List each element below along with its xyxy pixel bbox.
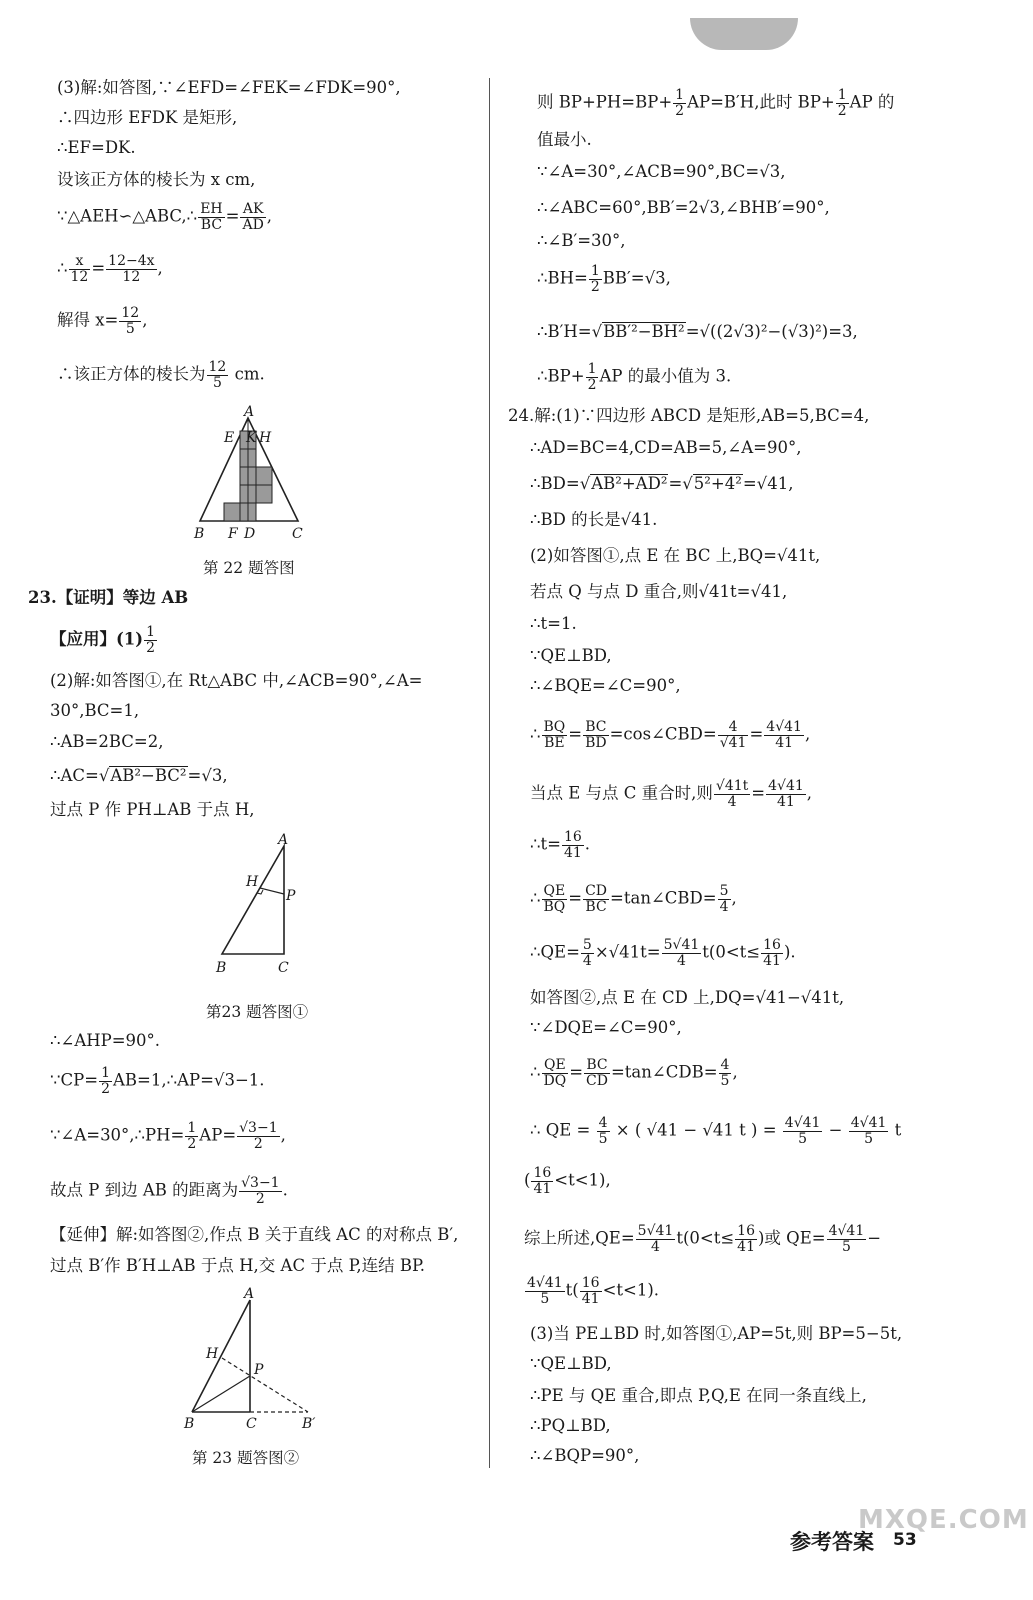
text-line (537, 362, 731, 392)
fraction (783, 1116, 823, 1146)
den: 5 (212, 374, 222, 391)
text: = (568, 724, 583, 744)
text: ). (783, 942, 796, 962)
fraction (718, 720, 749, 750)
den: 2 (187, 1135, 197, 1152)
fraction (207, 360, 229, 390)
text-line: 设该正方体的棱长为 x cm, (57, 170, 256, 189)
text-line: 如答图②,点 E 在 CD 上,DQ=√41−√41t, (530, 988, 845, 1007)
num: 1 (590, 263, 600, 279)
fraction (735, 1224, 757, 1254)
text-line: ∵QE⊥BD, (530, 646, 612, 665)
num: 4 (598, 1115, 608, 1131)
text-line: ∵QE⊥BD, (530, 1354, 612, 1373)
text-line: ∴PE 与 QE 重合,即点 P,Q,E 在同一条直线上, (530, 1386, 867, 1405)
label-a: A (244, 1286, 255, 1302)
figure-23-1 (208, 832, 308, 977)
fraction (185, 1121, 198, 1151)
fraction (99, 1066, 112, 1096)
label-b: B (194, 526, 205, 542)
den: 2 (101, 1080, 110, 1097)
text: cm. (229, 364, 265, 384)
text: ∴t= (530, 834, 561, 854)
den: 2 (837, 102, 847, 119)
text-line: (2)解:如答图①,在 Rt△ABC 中,∠ACB=90°,∠A= (50, 671, 423, 690)
fraction (583, 720, 609, 750)
page-number: 53 (893, 1530, 917, 1550)
fraction (636, 1224, 676, 1254)
text: ( (524, 1170, 531, 1190)
text: =cos∠CBD= (609, 724, 717, 744)
text-line (537, 264, 671, 294)
text: t (889, 1120, 902, 1140)
text-line (530, 1116, 901, 1146)
den: BQ (543, 898, 566, 915)
fraction (542, 1058, 569, 1088)
den: 5 (125, 320, 135, 337)
text: = (225, 206, 240, 226)
text: , (142, 310, 148, 330)
text: , (731, 888, 737, 908)
text: AP= (199, 1125, 237, 1145)
text: =√3, (187, 766, 228, 785)
text-line (50, 625, 158, 655)
text: ∵△AEH∽△ABC,∴ (57, 206, 198, 226)
text: , (157, 258, 163, 278)
text-line: ∴四边形 EFDK 是矩形, (57, 108, 238, 127)
fraction (542, 884, 568, 914)
segment-ab (192, 1300, 250, 1412)
num: 5 (719, 883, 729, 899)
den: 4 (676, 952, 686, 969)
num: 4 (718, 720, 749, 736)
den: 2 (146, 639, 156, 656)
label-p: P (286, 888, 296, 904)
text: ∴QE= (530, 942, 580, 962)
radicand: AB²−BC² (110, 766, 187, 785)
den: 4 (651, 1238, 660, 1255)
fraction (827, 1224, 867, 1254)
fraction (849, 1116, 889, 1146)
text: = (749, 724, 764, 744)
text-line: ∴EF=DK. (57, 138, 136, 157)
den: 41 (737, 1238, 755, 1255)
text-line (57, 254, 163, 284)
text: = (751, 783, 766, 803)
text: ∵∠A=30°,∴PH= (50, 1125, 185, 1145)
watermark: MXQE.COM (858, 1505, 1029, 1535)
text-line: 过点 P 作 PH⊥AB 于点 H, (50, 800, 255, 819)
text: 解得 x= (57, 310, 119, 330)
text: t( (565, 1280, 579, 1300)
text-line (530, 884, 737, 914)
den: AD (242, 216, 264, 233)
text: ∴ (530, 1062, 541, 1082)
text-line: ∴∠AHP=90°. (50, 1031, 161, 1050)
text-line: (3)解:如答图,∵∠EFD=∠FEK=∠FDK=90°, (57, 78, 401, 97)
den: BE (544, 734, 565, 751)
text: ∴BP+ (537, 366, 585, 386)
fraction (589, 264, 602, 294)
label-h: H (246, 874, 259, 890)
text-line: ∴∠ABC=60°,BB′=2√3,∠BHB′=90°, (537, 198, 830, 217)
text: = (91, 258, 106, 278)
text-line: ∵∠DQE=∠C=90°, (530, 1018, 682, 1037)
den: 2 (253, 1135, 263, 1152)
fraction (119, 306, 141, 336)
fraction (597, 1116, 610, 1146)
fraction (718, 884, 731, 914)
den: 5 (598, 1130, 608, 1147)
num: 1 (837, 87, 847, 103)
label-c: C (292, 526, 303, 542)
text: ∴BD= (530, 474, 580, 493)
den: DQ (543, 1072, 567, 1089)
num: 12 (121, 305, 140, 321)
fraction (764, 720, 804, 750)
den: 41 (581, 1290, 600, 1307)
num: 16 (533, 1165, 552, 1181)
num: 4√41 (527, 1275, 563, 1291)
label-e: E (224, 430, 235, 446)
num: √3−1 (239, 1120, 278, 1136)
figure-22-caption: 第 22 题答图 (203, 559, 295, 577)
fraction (531, 1166, 553, 1196)
label-b: B (184, 1416, 195, 1432)
fraction (239, 1176, 281, 1206)
text-line (530, 720, 810, 750)
num: 16 (763, 937, 781, 953)
text: ∴ QE = (530, 1120, 596, 1140)
text-line: ∴∠B′=30°, (537, 231, 626, 250)
num: 16 (581, 1275, 600, 1291)
figure-22 (190, 402, 310, 547)
fraction (581, 938, 594, 968)
num: 1 (101, 1065, 110, 1081)
figure-23-2 (176, 1286, 326, 1434)
figure-23-1-caption: 第23 题答图① (206, 1003, 309, 1021)
den: 12 (122, 268, 141, 285)
fraction (761, 938, 783, 968)
den: 2 (255, 1190, 265, 1207)
text: 故点 P 到边 AB 的距离为 (50, 1180, 239, 1200)
text-line: ∴AB=2BC=2, (50, 732, 164, 751)
text: 当点 E 与点 C 重合时,则 (530, 783, 713, 803)
text: − (823, 1120, 848, 1140)
den: BC (200, 216, 223, 233)
fraction (836, 88, 849, 118)
label-h: H (259, 430, 272, 446)
text-line (57, 202, 272, 232)
column-divider (489, 78, 490, 1468)
num: 4√41 (784, 1115, 821, 1131)
num: 4√41 (828, 1223, 865, 1239)
text: . (282, 1180, 288, 1200)
fraction (106, 254, 156, 284)
text-line: ∴∠BQE=∠C=90°, (530, 676, 681, 695)
text-line: ∵∠A=30°,∠ACB=90°,BC=√3, (537, 162, 786, 181)
text: AP 的 (849, 92, 895, 112)
top-decoration (690, 18, 798, 50)
fraction (584, 1058, 610, 1088)
text-line (530, 938, 796, 968)
fraction (542, 720, 568, 750)
num: √41t (715, 778, 749, 794)
text: × ( √41 − √41 t ) = (610, 1120, 782, 1140)
text-line: 24.解:(1)∵四边形 ABCD 是矩形,AB=5,BC=4, (508, 406, 870, 425)
text-line: (3)当 PE⊥BD 时,如答图①,AP=5t,则 BP=5−5t, (530, 1324, 903, 1343)
num: 16 (737, 1223, 755, 1239)
num: EH (200, 201, 223, 217)
num: 12 (208, 359, 227, 375)
text: 则 BP+PH=BP+ (537, 92, 673, 112)
text-line: 过点 B′作 B′H⊥AB 于点 H,交 AC 于点 P,连结 BP. (50, 1256, 425, 1275)
fraction (144, 625, 157, 655)
fraction (240, 202, 265, 232)
text: =tan∠CDB= (610, 1062, 718, 1082)
text: =√((2√3)²−(√3)²)=3, (685, 322, 858, 341)
sqrt: √AB²−BC² (98, 766, 187, 785)
text: ∴ (530, 724, 541, 744)
text: t(0<t≤ (676, 1228, 735, 1248)
text-line (524, 1276, 659, 1306)
num: QE (542, 884, 568, 900)
den: 4 (582, 952, 592, 969)
num: BQ (543, 719, 566, 735)
fraction (714, 779, 750, 809)
label-d: D (244, 526, 256, 542)
text: <t<1), (554, 1170, 611, 1190)
square (224, 503, 240, 521)
num: 12−4x (108, 253, 155, 269)
text-line: ∴AD=BC=4,CD=AB=5,∠A=90°, (530, 438, 802, 457)
sqrt: √5²+4² (682, 474, 742, 493)
text: AP=B′H,此时 BP+ (687, 92, 835, 112)
label-h: H (206, 1346, 219, 1362)
den: BC (585, 898, 607, 915)
fraction (586, 362, 599, 392)
den: 41 (763, 952, 781, 969)
den: 5 (798, 1130, 808, 1147)
text: =tan∠CBD= (610, 888, 717, 908)
fraction (583, 884, 609, 914)
text: ∴ (57, 258, 68, 278)
text-line (530, 779, 812, 809)
text-line (57, 306, 147, 336)
text: ×√41t= (594, 942, 661, 962)
text-line (524, 1166, 611, 1196)
den: √41 (719, 734, 747, 751)
den: 41 (563, 844, 582, 861)
text: , (280, 1125, 286, 1145)
text: =√41, (742, 474, 794, 493)
text: = (569, 1062, 584, 1082)
text-line (50, 1121, 286, 1151)
fraction (580, 1276, 602, 1306)
text: t(0<t≤ (702, 942, 761, 962)
text: , (806, 783, 813, 803)
text-line (537, 322, 858, 341)
text: BB′=√3, (602, 268, 671, 288)
radicand: AB²+AD² (591, 474, 668, 493)
num: CD (585, 883, 608, 899)
text-line: 若点 Q 与点 D 重合,则√41t=√41, (530, 582, 788, 601)
label-b-prime: B′ (302, 1416, 316, 1432)
triangle-abc (222, 846, 284, 954)
segment-hp (260, 888, 284, 894)
square (256, 467, 272, 485)
text-line (537, 88, 894, 118)
sqrt: √BB′²−BH² (591, 322, 685, 341)
num: 4√41 (766, 719, 802, 735)
text-line (50, 766, 228, 785)
num: 16 (563, 829, 582, 845)
text-line: ∴t=1. (530, 614, 577, 633)
num: 5√41 (637, 1223, 674, 1239)
label-p: P (254, 1362, 264, 1378)
fraction (766, 779, 806, 809)
fraction (562, 830, 584, 860)
text: 综上所述,QE= (524, 1228, 635, 1248)
text: AB=1,∴AP=√3−1. (112, 1070, 265, 1090)
num: 5 (582, 937, 592, 953)
sqrt: √AB²+AD² (579, 474, 668, 493)
text: ∴BH= (537, 268, 588, 288)
num: 1 (146, 624, 156, 640)
text-line: ∴BD 的长是√41. (530, 510, 658, 529)
text: 【应用】(1) (50, 629, 144, 649)
num: BC (583, 720, 609, 736)
den: 5 (540, 1290, 550, 1307)
num: 1 (587, 361, 597, 377)
text-line (50, 1176, 288, 1206)
text-line (530, 1058, 738, 1088)
text: )或 QE= (758, 1228, 826, 1248)
label-f: F (228, 526, 238, 542)
text-line: 30°,BC=1, (50, 701, 140, 720)
label-c: C (246, 1416, 257, 1432)
den: 2 (675, 102, 685, 119)
text-line: 【延伸】解:如答图②,作点 B 关于直线 AC 的对称点 B′, (50, 1225, 459, 1244)
text-line: ∴PQ⊥BD, (530, 1416, 611, 1435)
den: 5 (841, 1238, 851, 1255)
text: ∴ (530, 888, 541, 908)
den: BD (585, 734, 607, 751)
num: BC (584, 1058, 610, 1074)
text: ∴该正方体的棱长为 (57, 364, 206, 384)
label-b: B (216, 960, 227, 976)
text-line: ∴∠BQP=90°, (530, 1446, 640, 1465)
den: CD (586, 1072, 608, 1089)
text: <t<1). (602, 1280, 660, 1300)
text: = (568, 888, 583, 908)
den: 4 (719, 898, 729, 915)
label-c: C (278, 960, 289, 976)
text-line: (2)如答图①,点 E 在 BC 上,BQ=√41t, (530, 546, 821, 565)
den: 12 (70, 268, 89, 285)
text: ∵CP= (50, 1070, 99, 1090)
num: QE (542, 1058, 569, 1074)
text: , (266, 206, 273, 226)
text-line (530, 474, 793, 493)
fraction (719, 1058, 732, 1088)
text-line (530, 830, 590, 860)
text: AP 的最小值为 3. (599, 366, 732, 386)
label-a: A (244, 404, 255, 420)
text: ∴AC= (50, 766, 99, 785)
fraction (69, 254, 91, 284)
den: 41 (777, 793, 795, 810)
den: 41 (775, 734, 794, 751)
num: 1 (187, 1120, 197, 1136)
fraction (525, 1276, 565, 1306)
text: , (732, 1062, 738, 1082)
num: x (69, 254, 91, 270)
text: , (804, 724, 811, 744)
text-line: 23.【证明】等边 AB (28, 588, 189, 607)
den: 2 (590, 278, 600, 295)
num: 5√41 (663, 937, 700, 953)
num: AK (240, 202, 265, 218)
den: 2 (587, 376, 597, 393)
label-k: K (246, 430, 257, 446)
fraction (237, 1121, 279, 1151)
text-line: 值最小. (537, 130, 592, 149)
text: = (668, 474, 683, 493)
footer-title: 参考答案 (790, 1530, 874, 1554)
text: . (584, 834, 591, 854)
num: 1 (675, 87, 685, 103)
num: 4 (720, 1057, 730, 1073)
text-line (524, 1224, 881, 1254)
num: 4√41 (768, 778, 804, 794)
square (256, 485, 272, 503)
text-line (57, 360, 265, 390)
den: 4 (727, 793, 737, 810)
den: 41 (533, 1180, 552, 1197)
radicand: BB′²−BH² (603, 322, 685, 341)
num: 4√41 (850, 1115, 887, 1131)
label-a: A (278, 832, 289, 848)
den: 5 (864, 1130, 874, 1147)
text: ∴B′H= (537, 322, 592, 341)
fraction (673, 88, 686, 118)
fraction (662, 938, 702, 968)
radicand: 5²+4² (693, 474, 742, 493)
text: − (867, 1228, 882, 1248)
den: 5 (720, 1072, 730, 1089)
num: √3−1 (241, 1175, 280, 1191)
figure-23-2-caption: 第 23 题答图② (192, 1449, 300, 1467)
text-line (50, 1066, 265, 1096)
fraction (198, 202, 224, 232)
